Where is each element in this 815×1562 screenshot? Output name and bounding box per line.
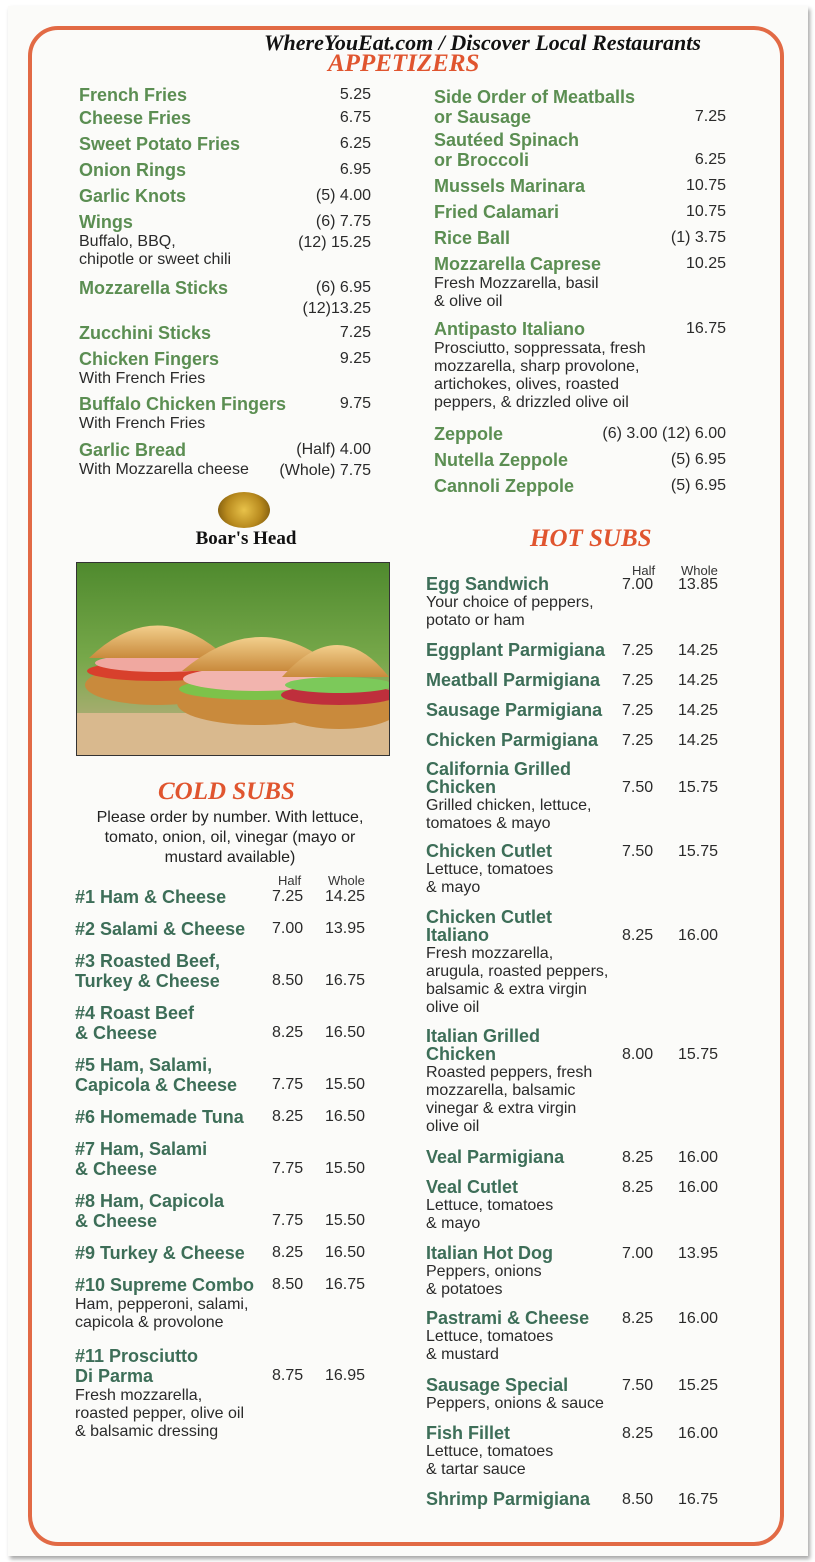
- appetizer-description: Buffalo, BBQ, chipotle or sweet chili: [79, 233, 232, 268]
- hot-sub-whole-price: 16.00: [678, 1310, 719, 1327]
- hot-sub-name: Meatball Parmigiana: [426, 670, 601, 690]
- cold-sub-half-price: 7.75: [272, 1160, 304, 1177]
- hot-sub-whole-price: 13.95: [678, 1245, 719, 1262]
- appetizer-name: Chicken Fingers: [79, 349, 220, 369]
- hot-sub-half-price: 8.00: [622, 1046, 654, 1063]
- appetizer-name: Mussels Marinara: [434, 176, 586, 196]
- appetizer-name: Sweet Potato Fries: [79, 134, 241, 154]
- appetizer-name: Mozzarella Caprese: [434, 254, 602, 274]
- hot-sub-whole-price: 16.75: [678, 1491, 719, 1508]
- appetizer-price: 6.75: [339, 109, 371, 126]
- appetizer-name: Zeppole: [434, 424, 504, 444]
- hot-sub-name: Italian Grilled Chicken: [426, 1026, 541, 1064]
- boars-head-logo: [190, 492, 302, 552]
- hot-sub-whole-price: 15.75: [678, 779, 719, 796]
- appetizer-price: 6.25: [339, 135, 371, 152]
- hot-sub-description: Roasted peppers, fresh mozzarella, balsamic vinegar & extra virgin olive oil: [426, 1064, 593, 1135]
- appetizer-price: 10.25: [685, 255, 726, 272]
- hot-sub-whole-price: 14.25: [678, 702, 719, 719]
- hot-sub-whole-price: 14.25: [678, 642, 719, 659]
- appetizer-price: 5.25: [339, 86, 371, 103]
- cold-sub-half-price: 8.25: [272, 1024, 304, 1041]
- hot-half-label: Half: [632, 563, 656, 578]
- cold-sub-half-price: 8.75: [272, 1367, 304, 1384]
- cold-sub-name: #6 Homemade Tuna: [75, 1107, 244, 1127]
- hot-sub-description: Grilled chicken, lettuce, tomatoes & mayo: [426, 797, 592, 832]
- hot-sub-whole-price: 16.00: [678, 1179, 719, 1196]
- cold-sub-name: #11 Prosciutto Di Parma: [75, 1346, 199, 1386]
- cold-sub-whole-price: 16.50: [325, 1108, 366, 1125]
- appetizer-price: 9.25: [339, 350, 371, 367]
- hot-sub-description: Peppers, onions & potatoes: [426, 1263, 542, 1298]
- cold-sub-name: #1 Ham & Cheese: [75, 887, 227, 907]
- appetizer-description: With Mozzarella cheese: [79, 461, 249, 478]
- hot-sub-whole-price: 15.75: [678, 843, 719, 860]
- cold-sub-whole-price: 13.95: [325, 920, 366, 937]
- appetizer-name: Mozzarella Sticks: [79, 278, 229, 298]
- appetizer-name: Nutella Zeppole: [434, 450, 569, 470]
- cold-sub-name: #9 Turkey & Cheese: [75, 1243, 245, 1263]
- appetizer-price: 10.75: [685, 177, 726, 194]
- appetizer-name: Garlic Bread: [79, 440, 187, 460]
- hot-sub-description: Fresh mozzarella, arugula, roasted peppers, balsamic & extra virgin olive oil: [426, 945, 609, 1016]
- cold-sub-name: #5 Ham, Salami, Capicola & Cheese: [75, 1055, 238, 1095]
- hot-sub-half-price: 7.50: [622, 1377, 654, 1394]
- hot-whole-label: Whole: [681, 563, 718, 578]
- hot-sub-half-price: 8.25: [622, 1425, 654, 1442]
- hot-sub-half-price: 7.00: [622, 576, 654, 593]
- hot-sub-whole-price: 14.25: [678, 732, 719, 749]
- appetizer-price: 16.75: [685, 320, 726, 337]
- hot-sub-name: Pastrami & Cheese: [426, 1308, 590, 1328]
- appetizer-name: Antipasto Italiano: [434, 319, 586, 339]
- appetizer-name: Onion Rings: [79, 160, 186, 180]
- hot-sub-name: Chicken Parmigiana: [426, 730, 599, 750]
- appetizer-price: 6.95: [339, 161, 371, 178]
- hot-sub-name: Eggplant Parmigiana: [426, 640, 606, 660]
- hot-sub-half-price: 8.25: [622, 1179, 654, 1196]
- appetizer-description: With French Fries: [79, 370, 206, 387]
- appetizer-price: 10.75: [685, 203, 726, 220]
- cold-subs-heading: COLD SUBS: [158, 778, 295, 805]
- appetizer-price: (5) 4.00: [315, 187, 371, 204]
- appetizer-name: Buffalo Chicken Fingers: [79, 394, 287, 414]
- hot-sub-half-price: 8.25: [622, 927, 654, 944]
- appetizer-price: (6) 6.95: [315, 279, 371, 296]
- hot-subs-heading: HOT SUBS: [530, 525, 652, 552]
- hot-sub-name: Chicken Cutlet: [426, 841, 553, 861]
- appetizer-name: Zucchini Sticks: [79, 323, 212, 343]
- cold-sub-description: Fresh mozzarella, roasted pepper, olive oil & balsamic dressing: [75, 1387, 244, 1440]
- appetizer-price: (6) 7.75: [315, 213, 371, 230]
- hot-sub-half-price: 7.25: [622, 732, 654, 749]
- cold-whole-label: Whole: [328, 873, 365, 888]
- hot-sub-whole-price: 16.00: [678, 1149, 719, 1166]
- hot-sub-description: Peppers, onions & sauce: [426, 1395, 604, 1412]
- hot-sub-description: Lettuce, tomatoes & mustard: [426, 1328, 554, 1363]
- appetizer-price: (5) 6.95: [670, 451, 726, 468]
- hot-sub-half-price: 7.25: [622, 672, 654, 689]
- hot-sub-whole-price: 16.00: [678, 1425, 719, 1442]
- hot-sub-half-price: 8.50: [622, 1491, 654, 1508]
- appetizer-description: Prosciutto, soppressata, fresh mozzarella, sharp provolone, artichokes, olives, roasted peppers, & drizzled olive oil: [434, 340, 646, 411]
- cold-sub-half-price: 8.50: [272, 972, 304, 989]
- appetizer-price: 6.25: [694, 151, 726, 168]
- appetizer-price: 7.25: [694, 108, 726, 125]
- cold-sub-half-price: 8.25: [272, 1244, 304, 1261]
- cold-sub-half-price: 7.25: [272, 888, 304, 905]
- cold-sub-name: #3 Roasted Beef, Turkey & Cheese: [75, 951, 221, 991]
- cold-sub-whole-price: 14.25: [325, 888, 366, 905]
- appetizer-name: Wings: [79, 212, 133, 232]
- appetizer-name: Side Order of Meatballs or Sausage: [434, 87, 636, 127]
- appetizer-price: (6) 3.00 (12) 6.00: [602, 425, 726, 442]
- cold-sub-whole-price: 15.50: [325, 1160, 366, 1177]
- appetizer-price-secondary: (12)13.25: [302, 300, 371, 317]
- hot-sub-description: Lettuce, tomatoes & mayo: [426, 861, 554, 896]
- appetizer-name: Rice Ball: [434, 228, 511, 248]
- hot-sub-description: Your choice of peppers, potato or ham: [426, 594, 594, 629]
- appetizer-description: With French Fries: [79, 415, 206, 432]
- appetizer-name: Fried Calamari: [434, 202, 560, 222]
- hot-sub-whole-price: 15.25: [678, 1377, 719, 1394]
- cold-sub-whole-price: 16.50: [325, 1024, 366, 1041]
- hot-sub-name: Sausage Special: [426, 1375, 569, 1395]
- cold-sub-half-price: 8.25: [272, 1108, 304, 1125]
- cold-sub-whole-price: 15.50: [325, 1212, 366, 1229]
- appetizer-price: 9.75: [339, 395, 371, 412]
- hot-sub-name: Italian Hot Dog: [426, 1243, 553, 1263]
- hot-sub-name: Veal Cutlet: [426, 1177, 519, 1197]
- cold-sub-half-price: 7.75: [272, 1212, 304, 1229]
- appetizer-name: Cheese Fries: [79, 108, 192, 128]
- appetizer-price: 7.25: [339, 324, 371, 341]
- appetizers-heading: APPETIZERS: [328, 50, 480, 77]
- hot-sub-name: Shrimp Parmigiana: [426, 1489, 591, 1509]
- boar-icon: [218, 492, 270, 528]
- appetizer-price: (1) 3.75: [670, 229, 726, 246]
- hot-sub-name: Veal Parmigiana: [426, 1147, 565, 1167]
- appetizer-name: Cannoli Zeppole: [434, 476, 575, 496]
- hot-sub-whole-price: 13.85: [678, 576, 719, 593]
- logo-text: Boar's Head: [195, 528, 297, 549]
- cold-sub-whole-price: 15.50: [325, 1076, 366, 1093]
- hot-sub-name: Fish Fillet: [426, 1423, 511, 1443]
- appetizer-price: (5) 6.95: [670, 477, 726, 494]
- hot-sub-name: Egg Sandwich: [426, 574, 550, 594]
- appetizer-name: French Fries: [79, 85, 188, 105]
- cold-sub-half-price: 7.75: [272, 1076, 304, 1093]
- hot-sub-half-price: 8.25: [622, 1149, 654, 1166]
- hot-sub-half-price: 7.50: [622, 779, 654, 796]
- cold-sub-description: Ham, pepperoni, salami, capicola & provolone: [75, 1296, 249, 1331]
- appetizer-price: (Half) 4.00: [296, 441, 371, 458]
- hot-sub-whole-price: 16.00: [678, 927, 719, 944]
- cold-sub-name: #10 Supreme Combo: [75, 1275, 255, 1295]
- cold-sub-name: #7 Ham, Salami & Cheese: [75, 1139, 208, 1179]
- appetizer-name: Garlic Knots: [79, 186, 187, 206]
- cold-subs-intro: Please order by number. With lettuce, tomato, onion, oil, vinegar (mayo or mustard available): [96, 809, 364, 866]
- site-watermark: WhereYouEat.com / Discover Local Restaurants: [264, 30, 701, 55]
- cold-sub-name: #2 Salami & Cheese: [75, 919, 246, 939]
- cold-sub-half-price: 8.50: [272, 1276, 304, 1293]
- hot-sub-half-price: 7.00: [622, 1245, 654, 1262]
- cold-sub-half-price: 7.00: [272, 920, 304, 937]
- hot-sub-name: California Grilled Chicken: [426, 759, 572, 797]
- appetizer-price-secondary: (12) 15.25: [298, 234, 371, 251]
- appetizer-description: Fresh Mozzarella, basil & olive oil: [434, 275, 599, 310]
- hot-sub-whole-price: 15.75: [678, 1046, 719, 1063]
- hot-sub-description: Lettuce, tomatoes & tartar sauce: [426, 1443, 554, 1478]
- hot-sub-half-price: 8.25: [622, 1310, 654, 1327]
- hot-sub-half-price: 7.25: [622, 702, 654, 719]
- sandwich-photo: [76, 562, 390, 756]
- cold-sub-name: #4 Roast Beef & Cheese: [75, 1003, 195, 1043]
- hot-sub-description: Lettuce, tomatoes & mayo: [426, 1197, 554, 1232]
- cold-sub-whole-price: 16.95: [325, 1367, 366, 1384]
- appetizer-name: Sautéed Spinach or Broccoli: [434, 130, 580, 170]
- hot-sub-name: Chicken Cutlet Italiano: [426, 907, 553, 945]
- hot-sub-whole-price: 14.25: [678, 672, 719, 689]
- cold-sub-whole-price: 16.50: [325, 1244, 366, 1261]
- hot-sub-half-price: 7.50: [622, 843, 654, 860]
- cold-sub-whole-price: 16.75: [325, 972, 366, 989]
- hot-sub-half-price: 7.25: [622, 642, 654, 659]
- cold-sub-name: #8 Ham, Capicola & Cheese: [75, 1191, 225, 1231]
- appetizer-price-secondary: (Whole) 7.75: [279, 462, 371, 479]
- hot-sub-name: Sausage Parmigiana: [426, 700, 603, 720]
- cold-half-label: Half: [278, 873, 302, 888]
- cold-sub-whole-price: 16.75: [325, 1276, 366, 1293]
